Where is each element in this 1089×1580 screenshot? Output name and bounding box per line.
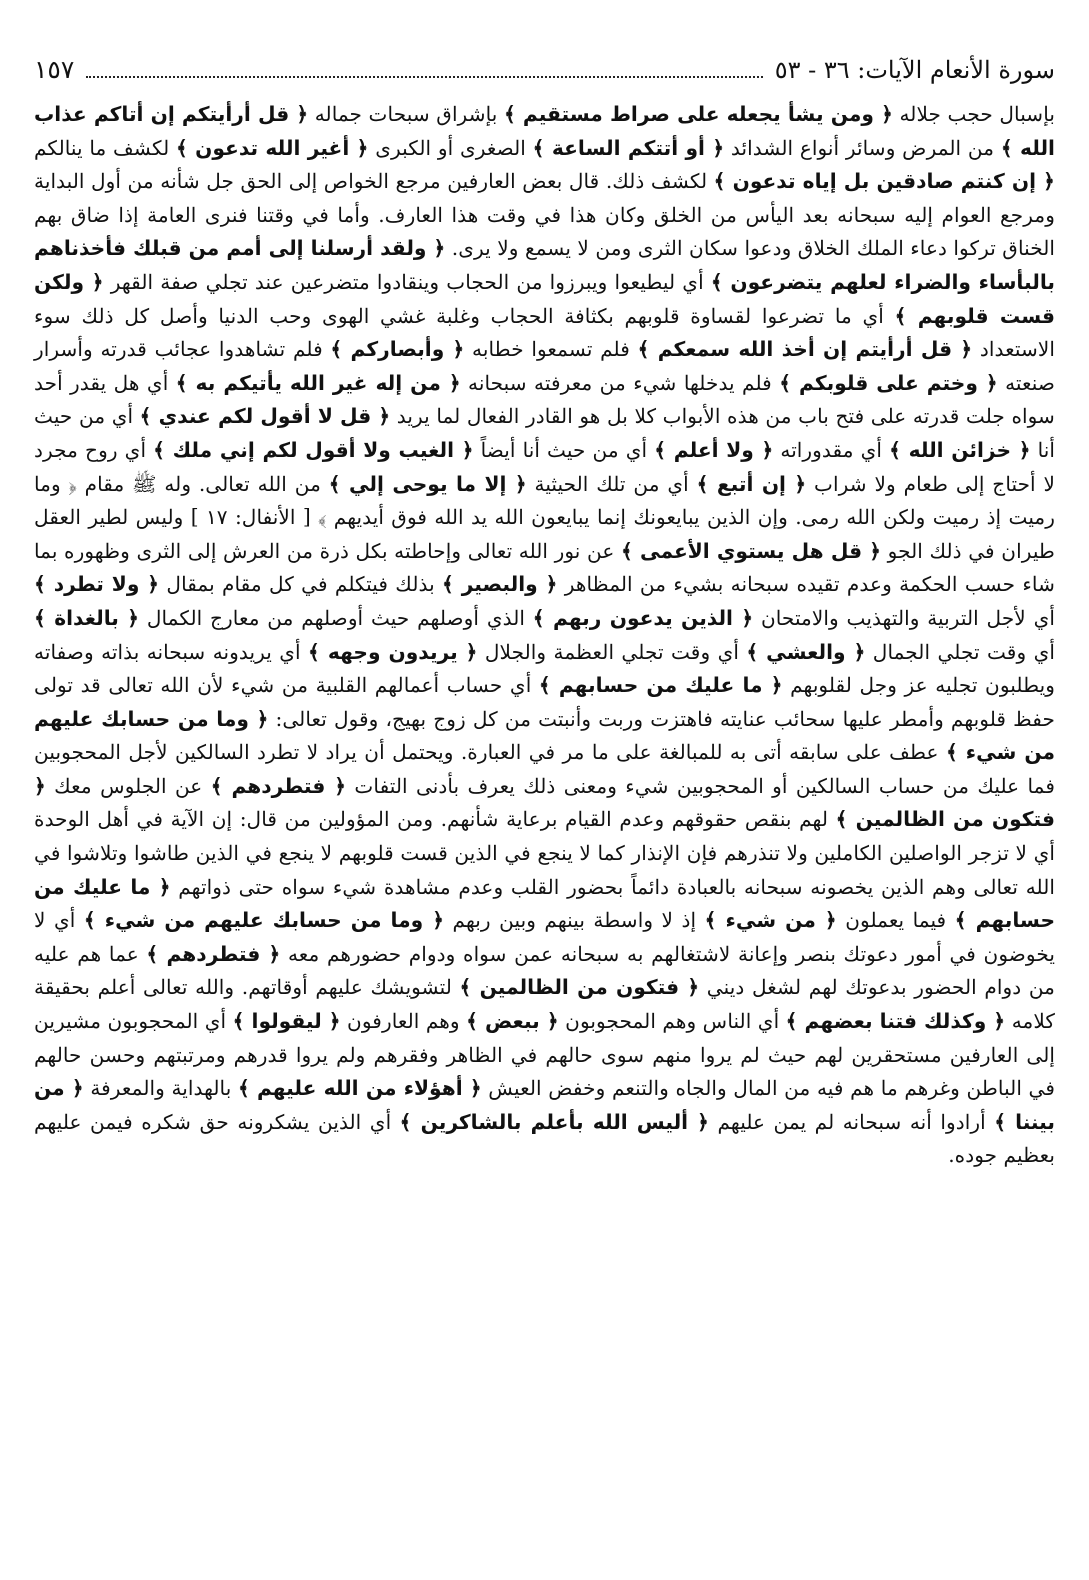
commentary-segment: بإشراق سبحات جماله <box>308 102 504 126</box>
commentary-segment: أي وقت تجلي الجمال <box>865 639 1055 664</box>
quran-quote: ﴿ إلا ما يوحى إلي ﴾ <box>328 471 527 496</box>
quran-quote: ﴿ ولكن قست قلوبهم ﴾ <box>34 269 1056 328</box>
quran-quote: ﴿ خزائن الله ﴾ <box>889 437 1031 462</box>
commentary-segment: عما هم عليه من دوام الحضور بدعوتك لهم لشغل ديني <box>34 941 1055 1000</box>
commentary-segment: إذ لا واسطة بينهم وبين ربهم <box>444 908 705 933</box>
commentary-segment: لكشف ذلك. قال بعض العارفين مرجع الخواص إلى الحق جل شأنه من أول البداية ومرجع العوام إليه سبحانه بعد اليأس من الخلق وكان هذا في وقت هذا العارف. وأما في وقتنا فنرى العامة إذا ضاق بهم الخناق تركوا دعاء الملك الخلاق ودعوا سكان الثرى ومن لا يسمع ولا يرى. <box>34 169 1055 261</box>
commentary-segment: فيما يعملون <box>836 908 955 933</box>
quran-quote: ﴿ فتكون من الظالمين ﴾ <box>34 773 1055 832</box>
quran-quote: ﴿ أليس الله بأعلم بالشاكرين ﴾ <box>399 1109 709 1134</box>
quran-quote: ﴿ ما عليك من حسابهم ﴾ <box>34 874 1056 933</box>
quran-quote: ﴿ وما من حسابك عليهم من شيء ﴾ <box>34 706 1055 765</box>
quran-quote: ﴿ وكذلك فتنا بعضهم ﴾ <box>785 1009 1006 1034</box>
quran-quote: ﴿ فتكون من الظالمين ﴾ <box>459 975 700 1000</box>
quran-quote: ﴿ الذين يدعون ربهم ﴾ <box>532 605 754 630</box>
quran-quote: ﴿ ليقولوا ﴾ <box>232 1009 341 1034</box>
commentary-text <box>34 98 1055 1173</box>
commentary-segment: لكشف ما ينالكم <box>34 135 176 160</box>
quran-quote: ﴿ أو أتتكم الساعة ﴾ <box>532 135 725 160</box>
quran-quote: ﴿ أهؤلاء من الله عليهم ﴾ <box>237 1076 482 1101</box>
commentary-segment: بإسبال حجب جلاله <box>892 102 1055 126</box>
commentary-segment: أي مقدوراته <box>773 437 890 462</box>
commentary-segment: أي يريدونه سبحانه بذاته وصفاته ويطلبون تجليه عز وجل لقلوبهم <box>34 639 1055 698</box>
quran-quote: ﴿ بالغداة ﴾ <box>34 605 140 630</box>
commentary-segment: فلم تشاهدوا عجائب قدرته وأسرار صنعته <box>34 337 1055 395</box>
quran-quote: ﴿ قل لا أقول لكم عندي ﴾ <box>139 404 391 429</box>
quran-quote: ﴿ ببعض ﴾ <box>466 1009 559 1034</box>
commentary-segment: أي الناس وهم المحجوبون <box>558 1009 786 1034</box>
commentary-segment: وهم العارفون <box>340 1009 467 1034</box>
commentary-segment: الذي أوصلهم حيث أوصلهم من معارج الكمال <box>139 605 533 630</box>
quran-quote: ﴿ قل هل يستوي الأعمى ﴾ <box>621 538 882 563</box>
commentary-segment: أي من حيث أنا <box>34 404 1056 462</box>
page-number: ١٥٧ <box>34 55 75 84</box>
commentary-segment: أي ما تضرعوا لقساوة قلوبهم بكثافة الحجاب وغلبة غشي الهوى وحب الدنيا وأصل كل ذلك سوء الاستعداد <box>34 303 1055 362</box>
commentary-segment: عن نور الله تعالى وإحاطته بكل ذرة من العرش إلى الثرى وظهوره بما شاء حسب الحكمة وعدم تقيده سبحانه بشيء من المظاهر <box>34 538 1055 597</box>
quran-quote: ﴿ من إله غير الله يأتيكم به ﴾ <box>175 370 461 395</box>
quran-quote: ﴿ إن أتبع ﴾ <box>696 471 807 496</box>
commentary-segment: بذلك فيتكلم في كل مقام بمقال <box>159 572 442 597</box>
commentary-segment: عطف على سابقه أتى به للمبالغة على ما مر في العبارة. ويحتمل أن يراد لا تطرد السالكين لأجل المحجوبين فما عليك من حساب السالكين أو المحجوبين شيء ومعنى ذلك يعرف بأدنى التفات <box>34 740 1055 798</box>
quran-quote: ﴿ ما عليك من حسابهم ﴾ <box>538 673 783 698</box>
commentary-segment: أي لأجل التربية والتهذيب والامتحان <box>753 605 1055 630</box>
commentary-segment: أي من تلك الحيثية <box>526 471 697 496</box>
quran-quote: ﴿ وختم على قلوبكم ﴾ <box>779 370 998 395</box>
commentary-segment: أي روح مجرد لا أحتاج إلى طعام ولا شراب <box>34 437 1055 496</box>
running-head <box>34 50 1055 90</box>
quran-quote: ﴿ يريدون وجهه ﴾ <box>308 639 478 664</box>
commentary-segment: أي حساب أعمالهم القلبية من شيء لأن الله تعالى قد تولى حفظ قلوبهم وأمطر عليها سحائب عنايته فاهتزت وربت وأنبتت من كل زوج بهيج، وقول تعالى: <box>34 673 1055 731</box>
commentary-segment: أي الذين يشكرونه حق شكره فيمن عليهم بعظيم جوده. <box>34 1109 1055 1168</box>
quran-quote: ﴿ والبصير ﴾ <box>441 572 558 597</box>
commentary-segment: أي ليطيعوا ويبرزوا من الحجاب وينقادوا متضرعين عند تجلي صفة القهر <box>103 269 711 294</box>
commentary-segment: أي لا يخوضون في أمور دعوتك بنصر وإعانة لاشتغالهم به سبحانه عمن سواه ودوام حضورهم معه <box>34 908 1056 966</box>
quran-quote: ﴿ ولا أعلم ﴾ <box>654 437 774 462</box>
quran-quote: ﴿ فتطردهم ﴾ <box>210 773 347 798</box>
commentary-segment: لهم بنقص حقوقهم وعدم القيام برعاية شأنهم. ومن المؤولين من قال: إن الآية في أهل الوحدة أي لا تزجر الواصلين الكاملين ولا تنذرهم فإن الإنذار كما لا ينجع في الذين قست قلوبهم لا ينجع في الذين طاشوا وتلاشوا في الله تعالى وهم الذين يخصونه سبحانه بالعبادة دائماً بحضور القلب وعدم مشاهدة شيء سواه حتى ذواتهم <box>34 807 1055 899</box>
chapter-title: سورة الأنعام الآيات: ٣٦ - ٥٣ <box>774 56 1055 84</box>
commentary-segment: الصغرى أو الكبرى <box>368 135 533 160</box>
commentary-segment: عن الجلوس معك <box>45 773 211 798</box>
commentary-segment: بالهداية والمعرفة <box>83 1076 238 1101</box>
quran-quote: ﴿ من بيننا ﴾ <box>34 1076 1055 1134</box>
dotted-leader <box>86 58 762 78</box>
quran-quote: ﴿ وأبصاركم ﴾ <box>330 337 465 362</box>
commentary-segment: أي هل يقدر أحد سواه جلت قدرته على فتح باب من هذه الأبواب كلا بل هو القادر الفعال لما يريد <box>34 370 1055 429</box>
commentary-segment: فلم يدخلها شيء من معرفته سبحانه <box>460 370 780 395</box>
commentary-segment: من المرض وسائر أنواع الشدائد <box>724 135 1001 160</box>
commentary-segment: أرادوا أنه سبحانه لم يمن عليهم <box>709 1109 995 1134</box>
quran-quote: ﴿ قل أرأيتكم إن أتاكم عذاب الله ﴾ <box>34 102 1055 160</box>
quran-quote: ﴿ من شيء ﴾ <box>704 908 837 933</box>
commentary-segment: أي المحجوبون مشيرين إلى العارفين مستحقرين لهم حيث لم يروا منهم سوى حالهم في الظاهر وفقرهم ولم يروا قدرهم ومرتبتهم وحسن حالهم في الباطن وغرهم ما هم فيه من المال والجاه والتنعم وخفض العيش <box>34 1009 1056 1101</box>
commentary-segment: لتشويشك عليهم أوقاتهم. والله تعالى أعلم بحقيقة كلامه <box>34 975 1055 1034</box>
quran-quote: ﴿ وما من حسابك عليهم من شيء ﴾ <box>83 908 445 933</box>
quran-quote: ﴿ ولقد أرسلنا إلى أمم من قبلك فأخذناهم بالبأساء والضراء لعلهم يتضرعون ﴾ <box>34 236 1055 294</box>
quran-quote: ﴿ والعشي ﴾ <box>746 639 866 664</box>
quran-quote: ﴿ إن كنتم صادقين بل إياه تدعون ﴾ <box>713 169 1055 194</box>
quran-quote: ﴿ قل أرأيتم إن أخذ الله سمعكم ﴾ <box>637 337 973 362</box>
quran-quote: ﴿ ومن يشأ يجعله على صراط مستقيم ﴾ <box>503 102 893 126</box>
commentary-segment: أي وقت تجلي العظمة والجلال <box>477 639 747 664</box>
quran-quote: ﴿ أغير الله تدعون ﴾ <box>175 135 369 160</box>
quran-quote: ﴿ ولا تطرد ﴾ <box>34 572 160 597</box>
commentary-segment: أي من حيث أنا أيضاً <box>473 437 655 462</box>
commentary-segment: فلم تسمعوا خطابه <box>464 337 638 362</box>
commentary-segment: من الله تعالى. وله ﷺ مقام ﴿ وما رميت إذ رميت ولكن الله رمى. وإن الذين يبايعونك إنما يبايعون الله يد الله فوق أيديهم ﴾ [ الأنفال: ١٧ ] وليس لطير العقل طيران في ذلك الجو <box>34 471 1055 563</box>
quran-quote: ﴿ الغيب ولا أقول لكم إني ملك ﴾ <box>153 437 474 462</box>
quran-quote: ﴿ فتطردهم ﴾ <box>146 941 281 966</box>
book-page <box>34 50 1055 1550</box>
